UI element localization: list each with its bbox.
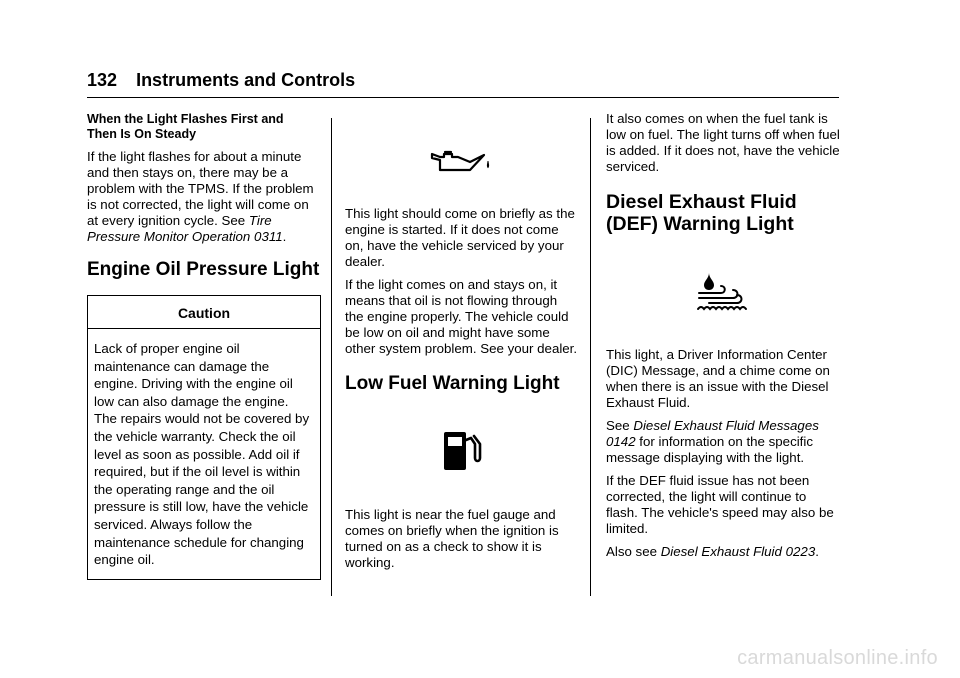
- def-fluid-icon: [695, 269, 751, 313]
- right-column: [606, 111, 840, 567]
- caution-box: [87, 295, 321, 580]
- subheading: When the Light Flashes First and Then Is On Steady: [87, 112, 284, 141]
- caution-title: Caution: [88, 296, 320, 329]
- section-heading: Engine Oil Pressure Light: [87, 259, 320, 280]
- reference-page[interactable]: 311: [261, 229, 283, 244]
- column-divider: [590, 118, 591, 596]
- fuel-paragraph: This light is near the fuel gauge and comes on briefly when the ignition is turned on as a check to show it is working.: [345, 507, 559, 570]
- section-heading: Low Fuel Warning Light: [345, 373, 560, 394]
- reference-page[interactable]: 223: [793, 544, 816, 559]
- fuel-continued-paragraph: It also comes on when the fuel tank is low on fuel. The light turns off when fuel is added. If it does not, have the vehicle serviced.: [606, 111, 840, 174]
- oil-paragraph-1: This light should come on briefly as the engine is started. If it does not come on, have the vehicle serviced by your dealer.: [345, 206, 575, 269]
- page-arrow-icon: 0: [785, 544, 794, 559]
- watermark: carmanualsonline.info: [737, 647, 938, 669]
- middle-column: [345, 118, 579, 578]
- section-title: Instruments and Controls: [136, 70, 356, 90]
- fuel-pump-icon: [440, 430, 484, 472]
- oil-paragraph-2: If the light comes on and stays on, it means that oil is not flowing through the engine properly. The vehicle could be low on oil and might have some other system problem. See your dealer.: [345, 277, 578, 356]
- column-divider: [331, 118, 332, 596]
- caution-body: Lack of proper engine oil maintenance can damage the engine. Driving with the engine oil low can also damage the engine. The repairs would not be covered by the vehicle warranty. Check the oil level as soon as possible. Add oil if required, but if the oil level is within the operating range and the oil pressure is still low, have the vehicle serviced. Always follow the maintenance schedule for changing engine oil.: [94, 341, 310, 568]
- left-column: [87, 112, 321, 580]
- tpms-paragraph: If the light flashes for about a minute and then stays on, there may be a problem with the TPMS. If the problem is not corrected, the light will come on at every ignition cycle. See Tire Pressure Monitor Operation 0311.: [87, 149, 314, 244]
- header-divider: [87, 97, 839, 98]
- page-header: [87, 70, 355, 91]
- def-paragraph-2: See Diesel Exhaust Fluid Messages 0142 for information on the specific message displaying with the light.: [606, 418, 819, 465]
- page-arrow-icon: 0: [606, 434, 614, 449]
- def-paragraph-1: This light, a Driver Information Center (DIC) Message, and a chime come on when there is an issue with the Diesel Exhaust Fluid.: [606, 347, 830, 410]
- oil-can-icon: [430, 148, 494, 176]
- def-paragraph-3: If the DEF fluid issue has not been corrected, the light will continue to flash. The vehicle's speed may also be limited.: [606, 473, 834, 536]
- def-paragraph-4: Also see Diesel Exhaust Fluid 0223.: [606, 544, 819, 559]
- reference-page[interactable]: 142: [613, 434, 636, 449]
- cross-reference-link[interactable]: Tire Pressure Monitor Operation: [87, 213, 272, 244]
- cross-reference-link[interactable]: Diesel Exhaust Fluid Messages: [633, 418, 819, 433]
- page-number: 132: [87, 70, 118, 90]
- page-arrow-icon: 0: [254, 229, 262, 244]
- cross-reference-link[interactable]: Diesel Exhaust Fluid: [660, 544, 782, 559]
- section-heading: Diesel Exhaust Fluid (DEF) Warning Light: [606, 191, 797, 235]
